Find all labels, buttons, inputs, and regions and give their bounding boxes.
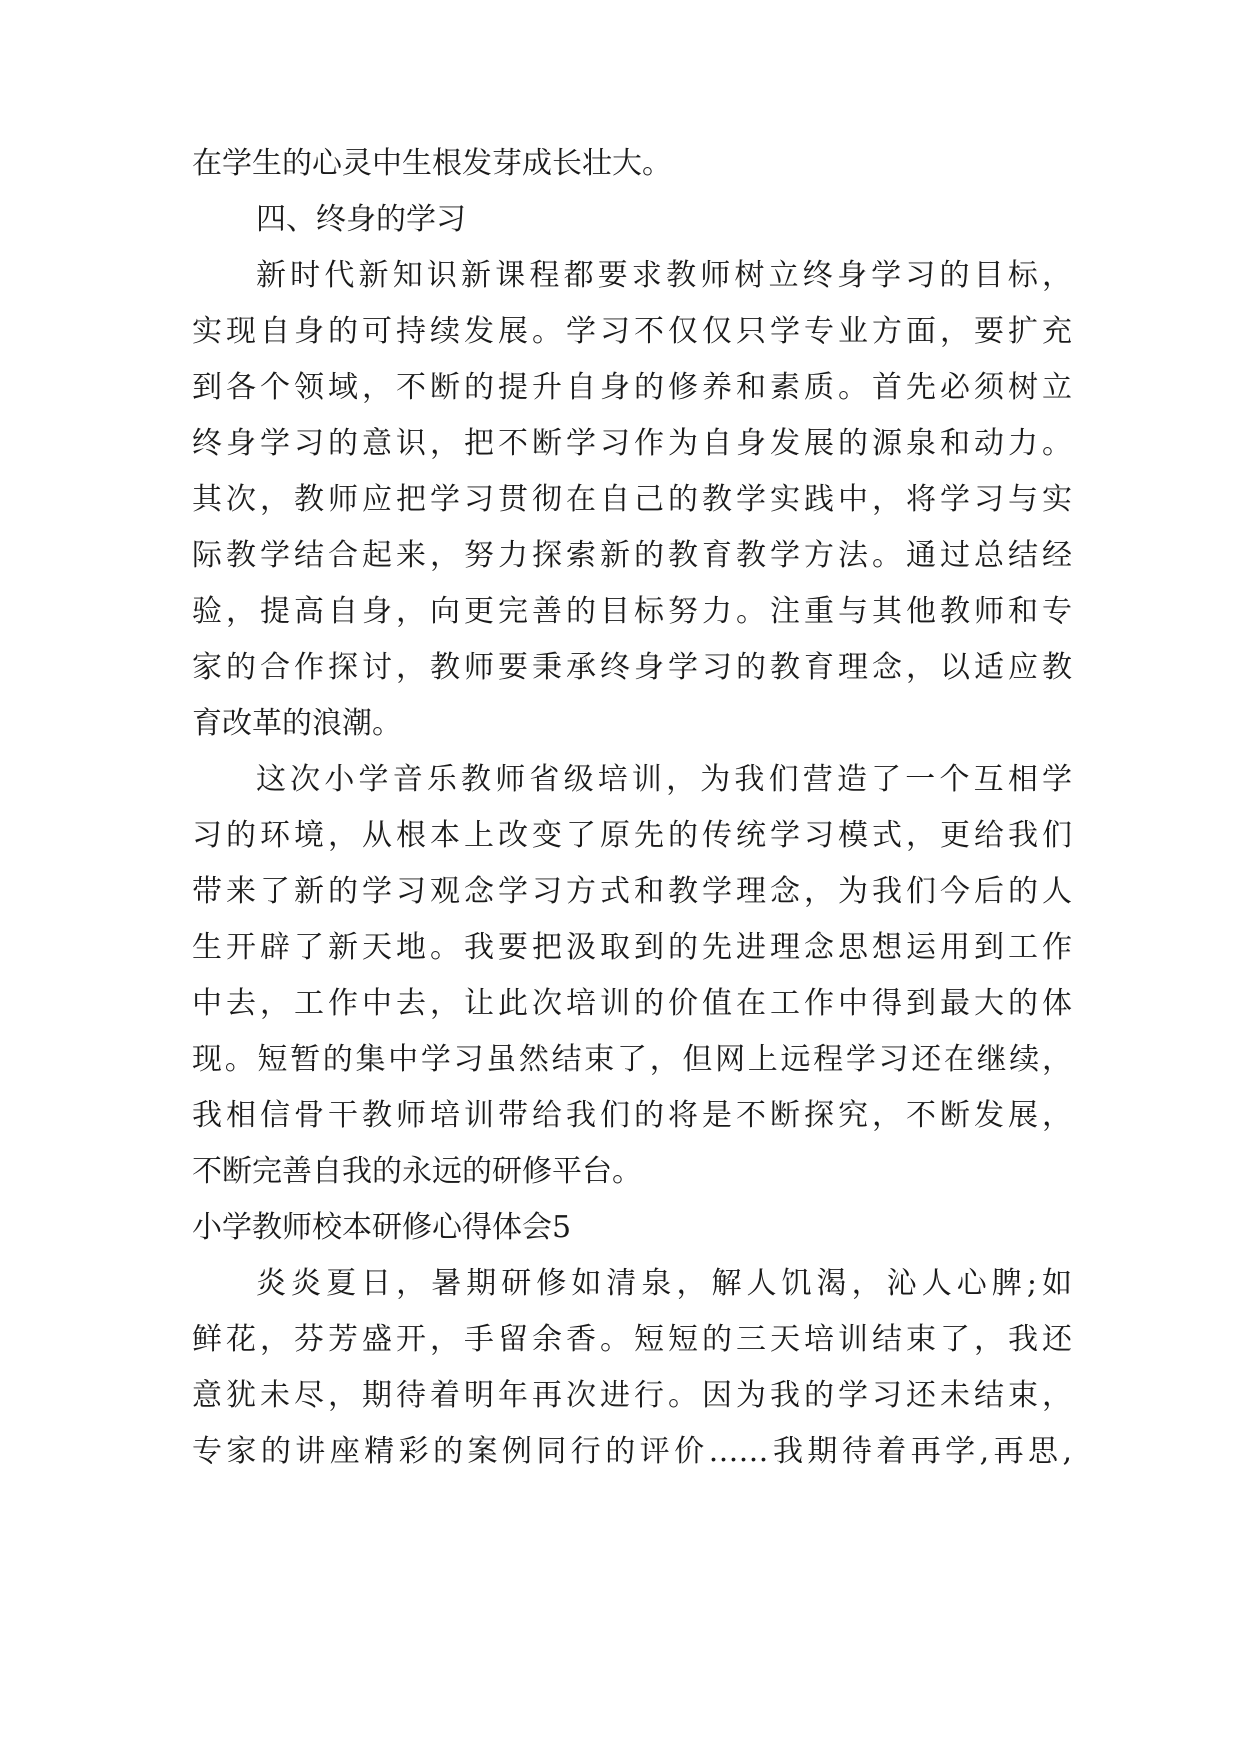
- paragraph-line: 验，提高自身，向更完善的目标努力。注重与其他教师和专: [192, 594, 1072, 629]
- section-title: 小学教师校本研修心得体会5: [192, 1210, 572, 1245]
- paragraph-line: 习的环境，从根本上改变了原先的传统学习模式，更给我们: [192, 818, 1072, 853]
- paragraph-line: 现。短暂的集中学习虽然结束了，但网上远程学习还在继续，: [192, 1042, 1072, 1077]
- paragraph-line: 炎炎夏日，暑期研修如清泉，解人饥渴，沁人心脾;如: [256, 1266, 1072, 1301]
- section-heading: 四、终身的学习: [256, 202, 466, 237]
- paragraph-line: 意犹未尽，期待着明年再次进行。因为我的学习还未结束，: [192, 1378, 1072, 1413]
- paragraph-line: 终身学习的意识，把不断学习作为自身发展的源泉和动力。: [192, 426, 1072, 461]
- paragraph-line: 到各个领域，不断的提升自身的修养和素质。首先必须树立: [192, 370, 1072, 405]
- paragraph-line: 不断完善自我的永远的研修平台。: [192, 1154, 642, 1189]
- paragraph-line: 我相信骨干教师培训带给我们的将是不断探究，不断发展，: [192, 1098, 1072, 1133]
- paragraph-line: 专家的讲座精彩的案例同行的评价……我期待着再学,再思,: [192, 1434, 1072, 1469]
- paragraph-line: 际教学结合起来，努力探索新的教育教学方法。通过总结经: [192, 538, 1072, 573]
- paragraph-line: 生开辟了新天地。我要把汲取到的先进理念思想运用到工作: [192, 930, 1072, 965]
- paragraph-line: 新时代新知识新课程都要求教师树立终身学习的目标，: [256, 258, 1072, 293]
- paragraph-line: 这次小学音乐教师省级培训，为我们营造了一个互相学: [256, 762, 1072, 797]
- paragraph-line: 鲜花，芬芳盛开，手留余香。短短的三天培训结束了，我还: [192, 1322, 1072, 1357]
- paragraph-line: 其次，教师应把学习贯彻在自己的教学实践中，将学习与实: [192, 482, 1072, 517]
- paragraph-line: 家的合作探讨，教师要秉承终身学习的教育理念，以适应教: [192, 650, 1072, 685]
- paragraph-line: 实现自身的可持续发展。学习不仅仅只学专业方面，要扩充: [192, 314, 1072, 349]
- body-text-line: 在学生的心灵中生根发芽成长壮大。: [192, 146, 672, 181]
- paragraph-line: 带来了新的学习观念学习方式和教学理念，为我们今后的人: [192, 874, 1072, 909]
- paragraph-line: 中去，工作中去，让此次培训的价值在工作中得到最大的体: [192, 986, 1072, 1021]
- paragraph-line: 育改革的浪潮。: [192, 706, 402, 741]
